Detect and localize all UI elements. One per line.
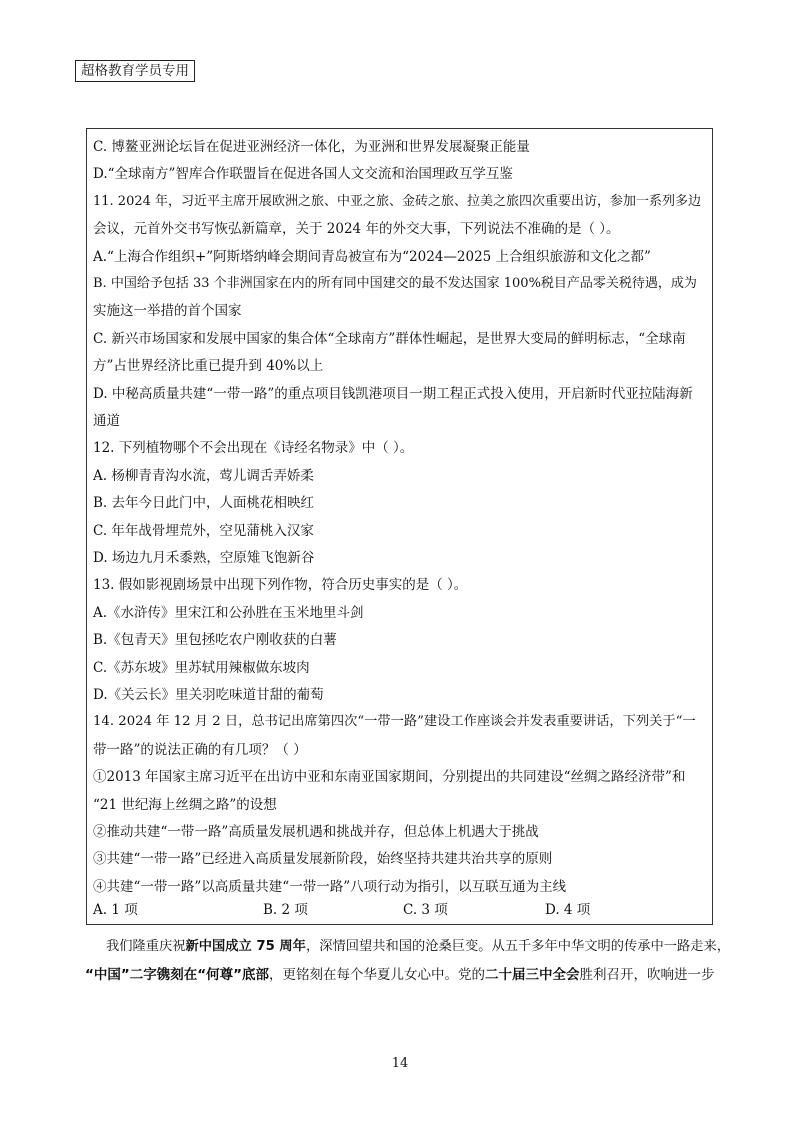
question-line: ①2013 年国家主席习近平在出访中亚和东南亚国家期间，分别提出的共同建设“丝绸之路经济带”和 (93, 769, 686, 786)
question-line: 12. 下列植物哪个不会出现在《诗经名物录》中（ ）。 (93, 440, 414, 457)
question-line: ②推动共建“一带一路”高质量发展机遇和挑战并存，但总体上机遇大于挑战 (93, 824, 539, 840)
option-d: D. 4 项 (545, 902, 591, 918)
question-line: A.《水浒传》里宋江和公孙胜在玉米地里斗剑 (93, 604, 364, 621)
passage-line-1 (106, 937, 730, 957)
question-line: C. 年年战骨埋荒外，空见蒲桃入汉家 (93, 522, 314, 539)
question-line: “21 世纪海上丝绸之路”的设想 (93, 796, 277, 813)
question-line: C. 博鳌亚洲论坛旨在促进亚洲经济一体化，为亚洲和世界发展凝聚正能量 (93, 139, 530, 155)
question-line: D. 中秘高质量共建“一带一路”的重点项目钱凯港项目一期工程正式投入使用，开启新时代亚拉陆海新 (93, 385, 693, 402)
question-line: 会议，元首外交书写恢弘新篇章，关于 2024 年的外交大事，下列说法不准确的是（ ）。 (93, 221, 620, 238)
question-line: B.《包青天》里包拯吃农户刚收获的白薯 (93, 632, 337, 649)
question-line: C. 新兴市场国家和发展中国家的集合体“全球南方”群体性崛起，是世界大变局的鲜明标志，“全球南 (93, 330, 686, 347)
question-line: B. 去年今日此门中，人面桃花相映红 (93, 495, 315, 512)
question-line: ④共建“一带一路”以高质量共建“一带一路”八项行动为指引，以互联互通为主线 (93, 878, 567, 895)
question-line: ③共建“一带一路”已经进入高质量发展新阶段，始终坚持共建共治共享的原则 (93, 851, 553, 868)
header-tag: 超格教育学员专用 (75, 60, 195, 82)
question-line: 通道 (93, 413, 120, 429)
question-line: 14. 2024 年 12 月 2 日，总书记出席第四次“一带一路”建设工作座谈会并发表重要讲话，下列关于“一 (93, 714, 696, 730)
passage-text: ，深情回望共和国的沧桑巨变。从五千多年中华文明的传承中一路走来， (305, 939, 730, 954)
page-number: 14 (391, 1056, 409, 1071)
question-line: A.“上海合作组织+”阿斯塔纳峰会期间青岛被宣布为“2024—2025 上合组织旅游和文化之都” (93, 248, 651, 265)
option-b: B. 2 项 (263, 902, 308, 918)
passage-text: ，更铭刻在每个华夏儿女心中。党的 (269, 967, 485, 983)
question-line: 13. 假如影视剧场景中出现下列作物，符合历史事实的是（ ）。 (93, 577, 468, 594)
question-line: A. 杨柳青青沟水流，莺儿调舌弄娇柔 (93, 467, 314, 484)
question-line: D.《关云长》里关羽吃味道甘甜的葡萄 (93, 687, 324, 703)
question-line: D.“全球南方”智库合作联盟旨在促进各国人文交流和治国理政互学互鉴 (93, 166, 513, 183)
option-a: A. 1 项 (93, 902, 138, 918)
question-line: C.《苏东坡》里苏轼用辣椒做东坡肉 (93, 659, 310, 676)
question-line: D. 场边九月禾黍熟，空原雉飞饱新谷 (93, 550, 315, 566)
passage-bold: “中国”二字镌刻在“何尊”底部 (85, 967, 269, 983)
passage-text: 我们隆重庆祝 (106, 939, 186, 954)
question-line: 带一路”的说法正确的有几项？（ ） (93, 741, 307, 758)
passage-text: 胜利召开，吹响进一步 (579, 967, 715, 983)
question-line: 方”占世界经济比重已提升到 40%以上 (93, 358, 324, 375)
passage-line-2 (85, 965, 715, 985)
passage-bold: 新中国成立 75 周年 (185, 939, 306, 954)
question-line: 11. 2024 年，习近平主席开展欧洲之旅、中亚之旅、金砖之旅、拉美之旅四次重要出访，参加一系列多边 (93, 193, 702, 209)
question-line: B. 中国给予包括 33 个非洲国家在内的所有同中国建交的最不发达国家 100%税目产品零关税待遇，成为 (93, 276, 697, 291)
option-c: C. 3 项 (403, 902, 448, 918)
passage-bold: 二十届三中全会 (485, 967, 580, 983)
question-line: 实施这一举措的首个国家 (93, 303, 242, 320)
